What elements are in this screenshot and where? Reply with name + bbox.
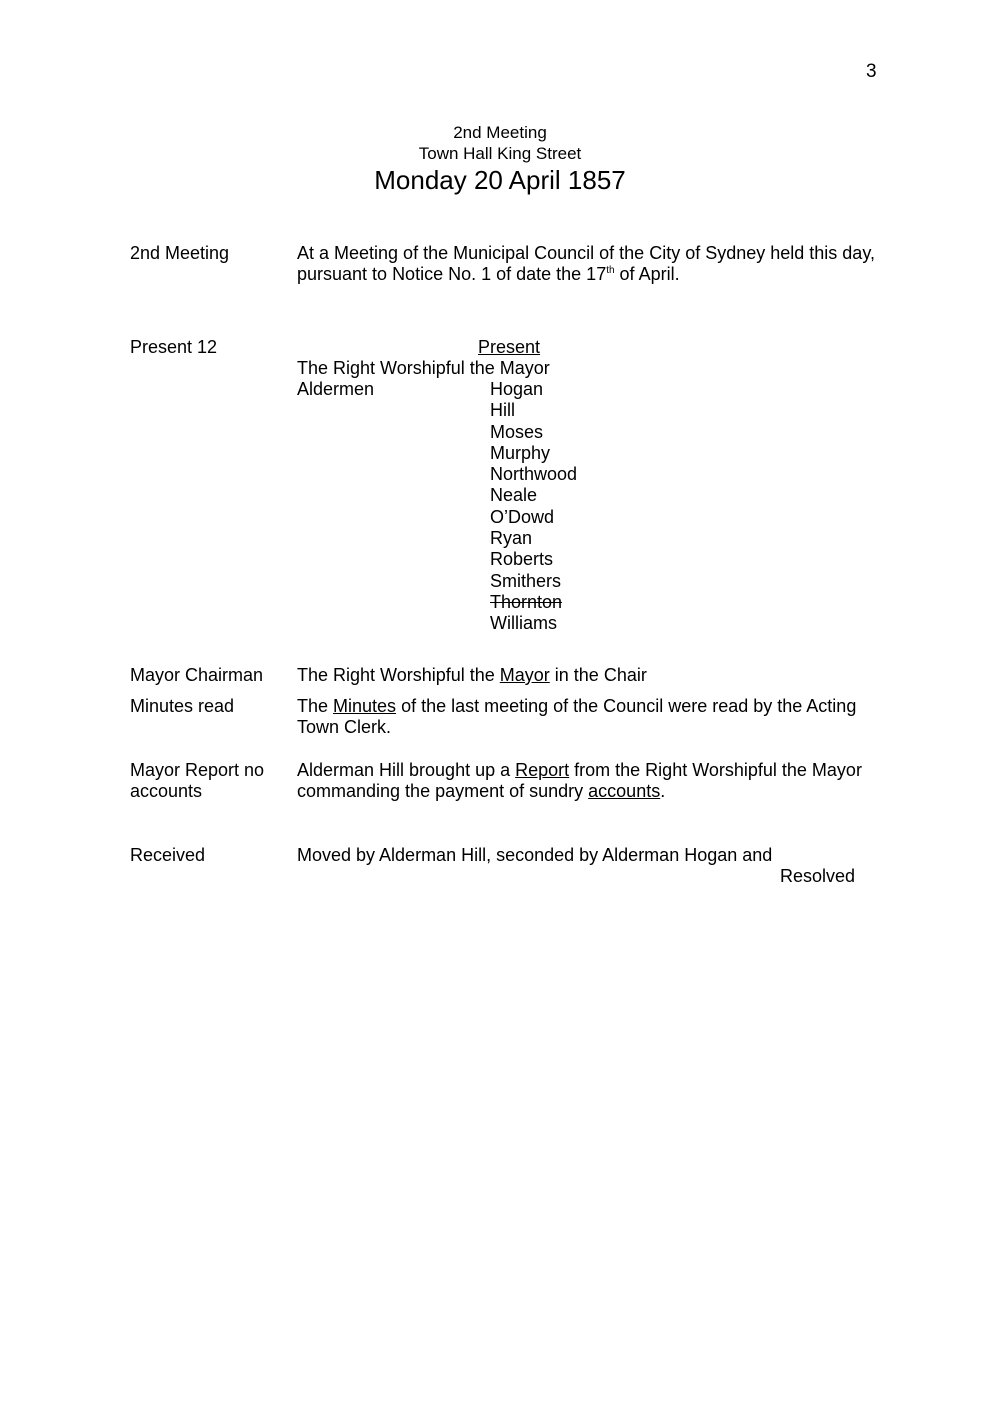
resolved-label: Resolved — [780, 866, 856, 886]
report-line-2 — [297, 781, 665, 802]
minutes-line-2: Town Clerk. — [297, 717, 392, 737]
minutes-line-1 — [297, 696, 856, 717]
margin-note-chairman: Mayor Chairman — [130, 665, 264, 685]
meeting-location-heading: Town Hall King Street — [418, 144, 582, 163]
alderman-name: Smithers — [490, 570, 562, 591]
alderman-name-struck: Thornton — [490, 591, 563, 612]
page-number: 3 — [866, 61, 877, 82]
meeting-intro-text: pursuant to Notice No. 1 of date the 17 — [297, 264, 607, 284]
report-line-2-text: commanding the payment of sundry — [297, 781, 589, 801]
alderman-name: Moses — [490, 421, 544, 442]
meeting-intro-text-end: of April. — [614, 264, 680, 284]
meeting-intro-line-1: At a Meeting of the Municipal Council of the City of Sydney held this day, — [297, 243, 875, 263]
margin-note-meeting: 2nd Meeting — [130, 243, 230, 263]
minutes-text: The — [297, 696, 334, 716]
chairman-text-end: in the Chair — [549, 665, 647, 685]
alderman-name: Northwood — [490, 464, 578, 485]
margin-note-present: Present 12 — [130, 337, 218, 357]
report-line-2-end: . — [660, 781, 666, 801]
alderman-name: Roberts — [490, 549, 554, 570]
alderman-name: Murphy — [490, 442, 551, 463]
meeting-number-heading: 2nd Meeting — [453, 123, 547, 142]
aldermen-label: Aldermen — [297, 379, 375, 399]
alderman-name: Ryan — [490, 528, 533, 549]
alderman-name: Neale — [490, 485, 538, 506]
minutes-underlined: Minutes — [333, 696, 397, 716]
margin-note-minutes: Minutes read — [130, 696, 235, 716]
alderman-name: Hill — [490, 400, 515, 421]
ordinal-suffix: th — [606, 265, 615, 276]
margin-note-report-line-2: accounts — [130, 781, 203, 801]
minutes-text-end: of the last meeting of the Council were read by the Acting — [396, 696, 857, 716]
chairman-line — [297, 665, 647, 686]
alderman-name: Williams — [490, 613, 557, 634]
report-underlined: Report — [515, 760, 570, 780]
aldermen-list — [490, 379, 577, 635]
margin-note-received: Received — [130, 845, 206, 865]
report-line-1 — [297, 760, 862, 781]
meeting-intro-line-2 — [297, 264, 680, 285]
chairman-text: The Right Worshipful the — [297, 665, 500, 685]
accounts-underlined: accounts — [588, 781, 661, 801]
mayor-underlined: Mayor — [499, 665, 550, 685]
mayor-attendance-line: The Right Worshipful the Mayor — [297, 358, 550, 378]
present-heading: Present — [478, 337, 541, 357]
alderman-name: O’Dowd — [490, 506, 555, 527]
alderman-name: Hogan — [490, 379, 544, 399]
report-text: Alderman Hill brought up a — [297, 760, 516, 780]
meeting-date-title: Monday 20 April 1857 — [374, 165, 626, 195]
margin-note-report-line-1: Mayor Report no — [130, 760, 265, 780]
motion-line: Moved by Alderman Hill, seconded by Alderman Hogan and — [297, 845, 773, 865]
report-text-end: from the Right Worshipful the Mayor — [569, 760, 862, 780]
